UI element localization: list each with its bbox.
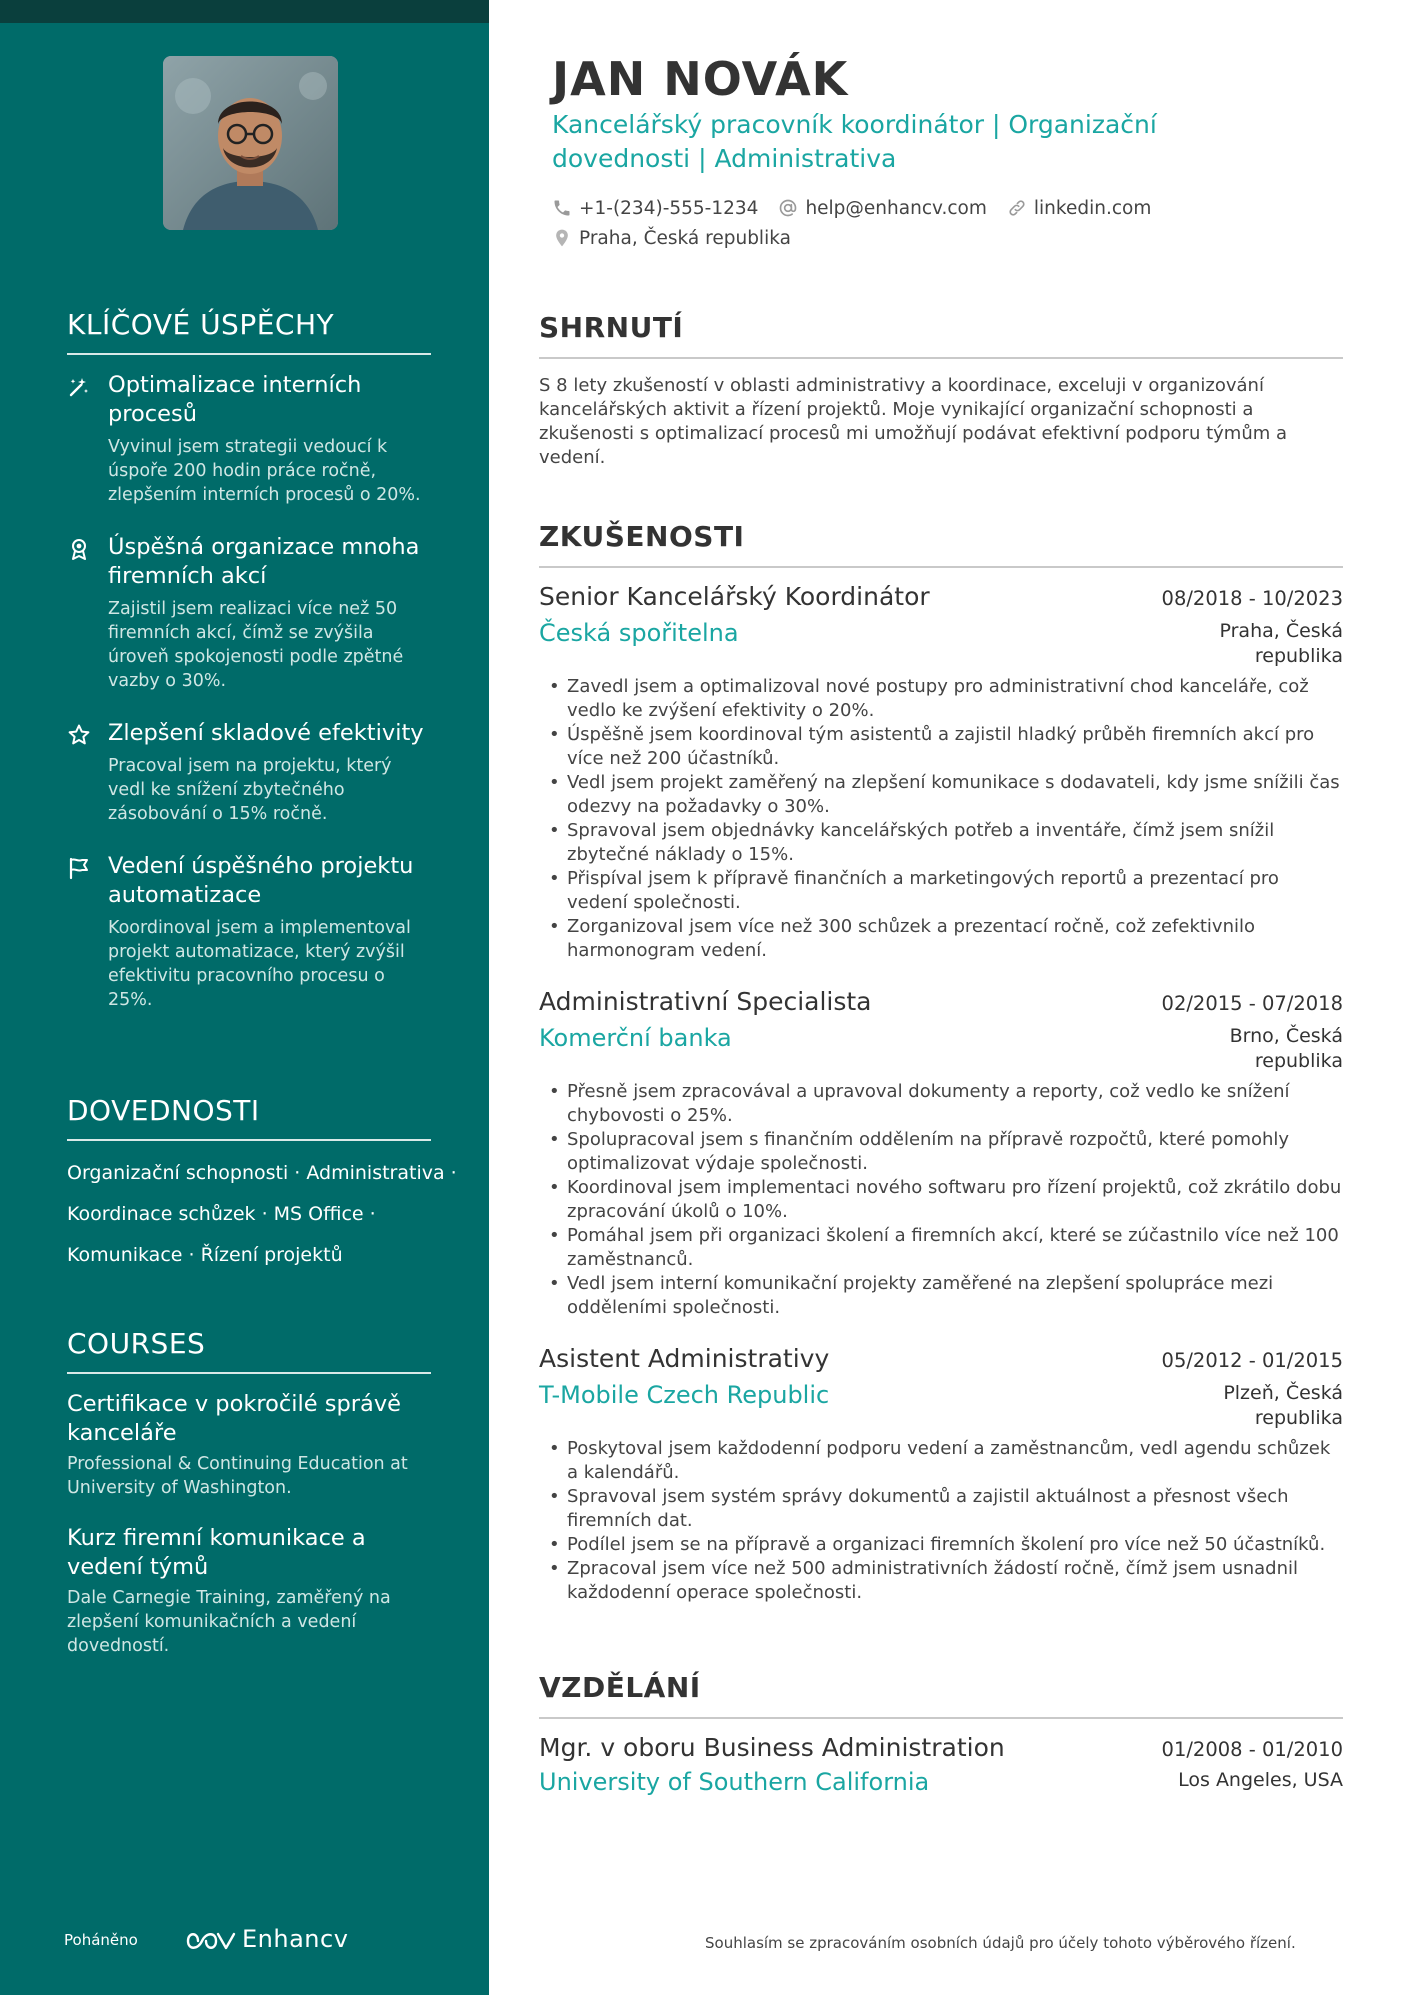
education-degree: Mgr. v oboru Business Administration [539, 1733, 1005, 1762]
experience-heading: ZKUŠENOSTI [539, 520, 1343, 568]
courses-section [67, 1327, 431, 1658]
profile-photo [163, 56, 338, 230]
job-company: T-Mobile Czech Republic [539, 1381, 830, 1409]
course-title: Kurz firemní komunikace a vedení týmů [67, 1525, 366, 1580]
skills-heading: DOVEDNOSTI [67, 1094, 431, 1141]
job-entry [539, 1344, 1343, 1605]
job-location: Brno, Česká republika [1229, 1025, 1343, 1072]
contact-email[interactable] [778, 198, 986, 219]
achievement-item [67, 852, 431, 1012]
achievement-description: Pracoval jsem na projektu, který vedl ke snížení zbytečného zásobování o 15% ročně. [108, 756, 392, 824]
achievement-description: Vyvinul jsem strategii vedoucí k úspoře 200 hodin práce ročně, zlepšením interních procesů o 20%. [108, 437, 421, 505]
experience-section [539, 520, 1343, 1605]
achievement-description: Koordinoval jsem a implementoval projekt automatizace, který zvýšil efektivitu pracovního procesu o 25%. [108, 918, 411, 1010]
achievement-item [67, 719, 431, 826]
achievement-title: Úspěšná organizace mnoha firemních akcí [108, 534, 420, 589]
job-bullet: • Vedl jsem projekt zaměřený na zlepšení komunikace s dodavateli, kdy jsme snížili čas odezvy na požadavky o 30%. [567, 771, 1343, 819]
achievement-item [67, 371, 431, 507]
job-bullets [539, 675, 1343, 963]
email-text: help@enhancv.com [805, 197, 987, 219]
job-title: Administrativní Specialista [539, 987, 872, 1016]
job-bullets [539, 1437, 1343, 1605]
sidebar [0, 0, 489, 1995]
job-bullet: • Spolupracoval jsem s finančním oddělením na přípravě rozpočtů, které pomohly optimalizovat výdaje společnosti. [567, 1128, 1343, 1176]
consent-note: Souhlasím se zpracováním osobních údajů pro účely tohoto výběrového řízení. [705, 1934, 1296, 1952]
course-description: Professional & Continuing Education at University of Washington. [67, 1454, 408, 1498]
education-location: Los Angeles, USA [1178, 1769, 1343, 1791]
achievement-title: Vedení úspěšného projektu automatizace [108, 853, 414, 908]
link-icon [1007, 198, 1027, 218]
course-item [67, 1390, 431, 1500]
job-date: 05/2012 - 01/2015 [1161, 1349, 1343, 1372]
award-ribbon-icon [67, 537, 91, 561]
skill-line: Organizační schopnosti · Administrativa · [67, 1162, 457, 1184]
contact-location [552, 228, 791, 249]
contact-info [552, 193, 1332, 253]
summary-text: S 8 lety zkušeností v oblasti administrativy a koordinace, exceluji v organizování kancelářských aktivit a řízení projektů. Moje vynikající organizační schopnosti a zkušenosti s optimalizací procesů mi umožňují podávat efektivní podporu týmům a vedení. [539, 375, 1288, 468]
job-title: Asistent Administrativy [539, 1344, 830, 1373]
achievement-description: Zajistil jsem realizaci více než 50 firemních akcí, čímž se zvýšila úroveň spokojenosti podle zpětné vazby o 30%. [108, 599, 404, 691]
job-entry [539, 582, 1343, 963]
job-bullet: • Spravoval jsem systém správy dokumentů a zajistil aktuálnost a přesnost všech firemních dat. [567, 1485, 1343, 1533]
course-item [67, 1524, 431, 1658]
contact-linkedin[interactable] [1007, 198, 1151, 219]
job-location: Praha, Česká republika [1219, 620, 1343, 667]
course-title: Certifikace v pokročilé správě kanceláře [67, 1391, 401, 1446]
job-bullet: • Zorganizoval jsem více než 300 schůzek a prezentací ročně, což zefektivnilo harmonogram vedení. [567, 915, 1343, 963]
education-heading: VZDĚLÁNÍ [539, 1671, 1343, 1719]
job-bullet: • Koordinoval jsem implementaci nového softwaru pro řízení projektů, což zkrátilo dobu zpracování úkolů o 10%. [567, 1176, 1343, 1224]
course-description: Dale Carnegie Training, zaměřený na zlepšení komunikačních a vedení dovedností. [67, 1588, 391, 1656]
sidebar-top-band [0, 0, 489, 23]
candidate-name: JAN NOVÁK [552, 52, 849, 106]
job-bullet: • Vedl jsem interní komunikační projekty zaměřené na zlepšení spolupráce mezi odděleními společnosti. [567, 1272, 1343, 1320]
job-bullet: • Úspěšně jsem koordinoval tým asistentů a zajistil hladký průběh firemních akcí pro více než 200 účastníků. [567, 723, 1343, 771]
summary-heading: SHRNUTÍ [539, 311, 1343, 359]
achievement-title: Optimalizace interních procesů [108, 372, 362, 427]
achievement-item [67, 533, 431, 693]
job-bullet: • Zpracoval jsem více než 500 administrativních žádostí ročně, čímž jsem usnadnil každodenní operace společnosti. [567, 1557, 1343, 1605]
candidate-headline: Kancelářský pracovník koordinátor | Organizační dovednosti | Administrativa [552, 110, 1157, 173]
education-section [539, 1671, 1343, 1796]
linkedin-text: linkedin.com [1033, 197, 1152, 219]
job-date: 08/2018 - 10/2023 [1161, 587, 1343, 610]
job-bullet: • Podílel jsem se na přípravě a organizaci firemních školení pro více než 50 účastníků. [567, 1533, 1343, 1557]
summary-section [539, 311, 1343, 470]
job-company: Komerční banka [539, 1024, 732, 1052]
achievements-section [67, 308, 431, 1012]
job-bullet: • Pomáhal jsem při organizaci školení a firemních akcí, které se zúčastnilo více než 100 zaměstnanců. [567, 1224, 1343, 1272]
skill-line: Koordinace schůzek · MS Office · [67, 1203, 376, 1225]
job-location: Plzeň, Česká republika [1223, 1382, 1343, 1429]
phone-text: +1-(234)-555-1234 [579, 197, 759, 219]
flag-icon [67, 856, 91, 880]
magic-wand-icon [67, 375, 91, 399]
education-school: University of Southern California [539, 1768, 930, 1796]
job-bullet: • Spravoval jsem objednávky kancelářských potřeb a inventáře, čímž jsem snížil zbytečné náklady o 15%. [567, 819, 1343, 867]
powered-by-label: Poháněno [64, 1931, 138, 1949]
skills-list [67, 1153, 457, 1276]
job-bullets [539, 1080, 1343, 1320]
main-content [489, 0, 1410, 1995]
achievements-heading: KLÍČOVÉ ÚSPĚCHY [67, 308, 431, 355]
education-date: 01/2008 - 01/2010 [1161, 1738, 1343, 1761]
job-bullet: • Přispíval jsem k přípravě finančních a marketingových reportů a prezentací pro vedení společnosti. [567, 867, 1343, 915]
at-sign-icon [778, 198, 798, 218]
education-entry [539, 1733, 1343, 1796]
enhancv-logo-text: Enhancv [242, 1925, 349, 1953]
skills-section [67, 1094, 457, 1276]
job-bullet: • Přesně jsem zpracovával a upravoval dokumenty a reporty, což vedlo ke snížení chybovosti o 25%. [567, 1080, 1343, 1128]
courses-heading: COURSES [67, 1327, 431, 1374]
job-bullet: • Poskytoval jsem každodenní podporu vedení a zaměstnancům, vedl agendu schůzek a kalendářů. [567, 1437, 1343, 1485]
achievement-title: Zlepšení skladové efektivity [108, 720, 424, 746]
job-company: Česká spořitelna [539, 619, 739, 647]
star-icon [67, 723, 91, 747]
job-entry [539, 987, 1343, 1320]
contact-phone[interactable] [552, 198, 758, 219]
phone-icon [552, 198, 572, 218]
job-title: Senior Kancelářský Koordinátor [539, 582, 930, 611]
location-text: Praha, Česká republika [579, 227, 791, 249]
job-date: 02/2015 - 07/2018 [1161, 992, 1343, 1015]
job-bullet: • Zavedl jsem a optimalizoval nové postupy pro administrativní chod kanceláře, což vedlo ke zvýšení efektivity o 20%. [567, 675, 1343, 723]
location-pin-icon [552, 228, 572, 248]
skill-line: Komunikace · Řízení projektů [67, 1244, 343, 1266]
